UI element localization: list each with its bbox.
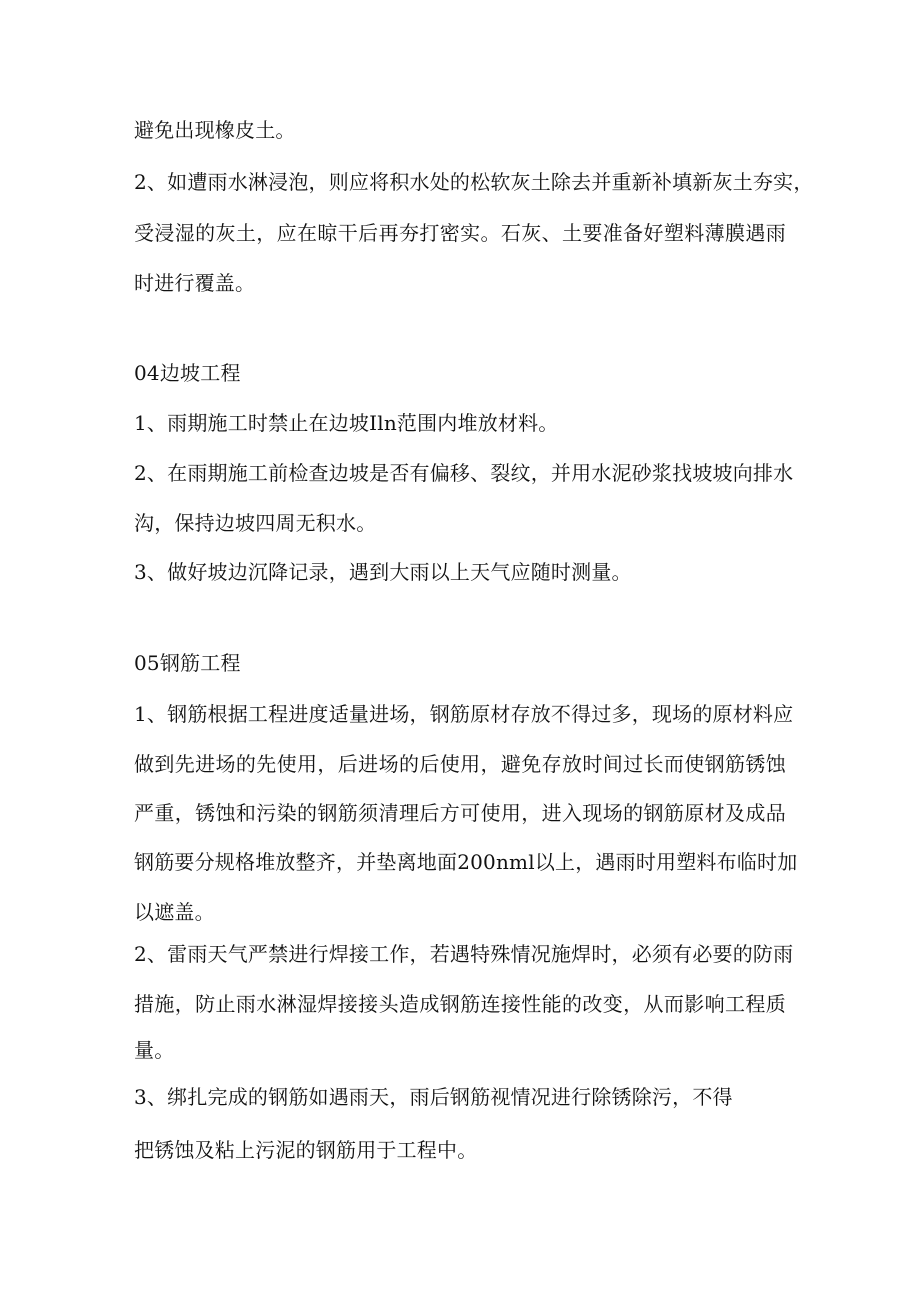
text-line: 沟，保持边坡四周无积水。: [134, 511, 377, 535]
text-line: 受浸湿的灰土，应在晾干后再夯打密实。石灰、土要准备好塑料薄膜遇雨: [134, 221, 786, 245]
text-line: 把锈蚀及粘上污泥的钢筋用于工程中。: [134, 1138, 478, 1162]
section-heading: 04边坡工程: [134, 361, 241, 385]
text-line: 量。: [134, 1038, 175, 1062]
text-line: 2、在雨期施工前检查边坡是否有偏移、裂纹，并用水泥砂浆找坡坡向排水: [134, 461, 794, 485]
text-line: 严重，锈蚀和污染的钢筋须清理后方可使用，进入现场的钢筋原材及成品: [134, 801, 786, 825]
text-line: 时进行覆盖。: [134, 271, 256, 295]
text-line: 2、雷雨天气严禁进行焊接工作，若遇特殊情况施焊时，必须有必要的防雨: [134, 942, 794, 966]
text-line: 2、如遭雨水淋浸泡，则应将积水处的松软灰土除去并重新补填新灰土夯实，: [134, 170, 814, 194]
text-line: 避免出现橡皮土。: [134, 118, 296, 142]
section-heading: 05钢筋工程: [134, 651, 241, 675]
text-line: 措施，防止雨水淋湿焊接接头造成钢筋连接性能的改变，从而影响工程质: [134, 992, 786, 1016]
text-line: 以遮盖。: [134, 900, 215, 924]
text-line: 钢筋要分规格堆放整齐，并垫离地面200nml以上，遇雨时用塑料布临时加: [134, 850, 798, 874]
text-line: 3、绑扎完成的钢筋如遇雨天，雨后钢筋视情况进行除锈除污，不得: [134, 1085, 733, 1109]
text-line: 做到先进场的先使用，后进场的后使用，避免存放时间过长而使钢筋锈蚀: [134, 752, 786, 776]
text-line: 1、雨期施工时禁止在边坡Iln范围内堆放材料。: [134, 411, 559, 435]
text-line: 1、钢筋根据工程进度适量进场，钢筋原材存放不得过多，现场的原材料应: [134, 702, 794, 726]
text-line: 3、做好坡边沉降记录，遇到大雨以上天气应随时测量。: [134, 560, 632, 584]
